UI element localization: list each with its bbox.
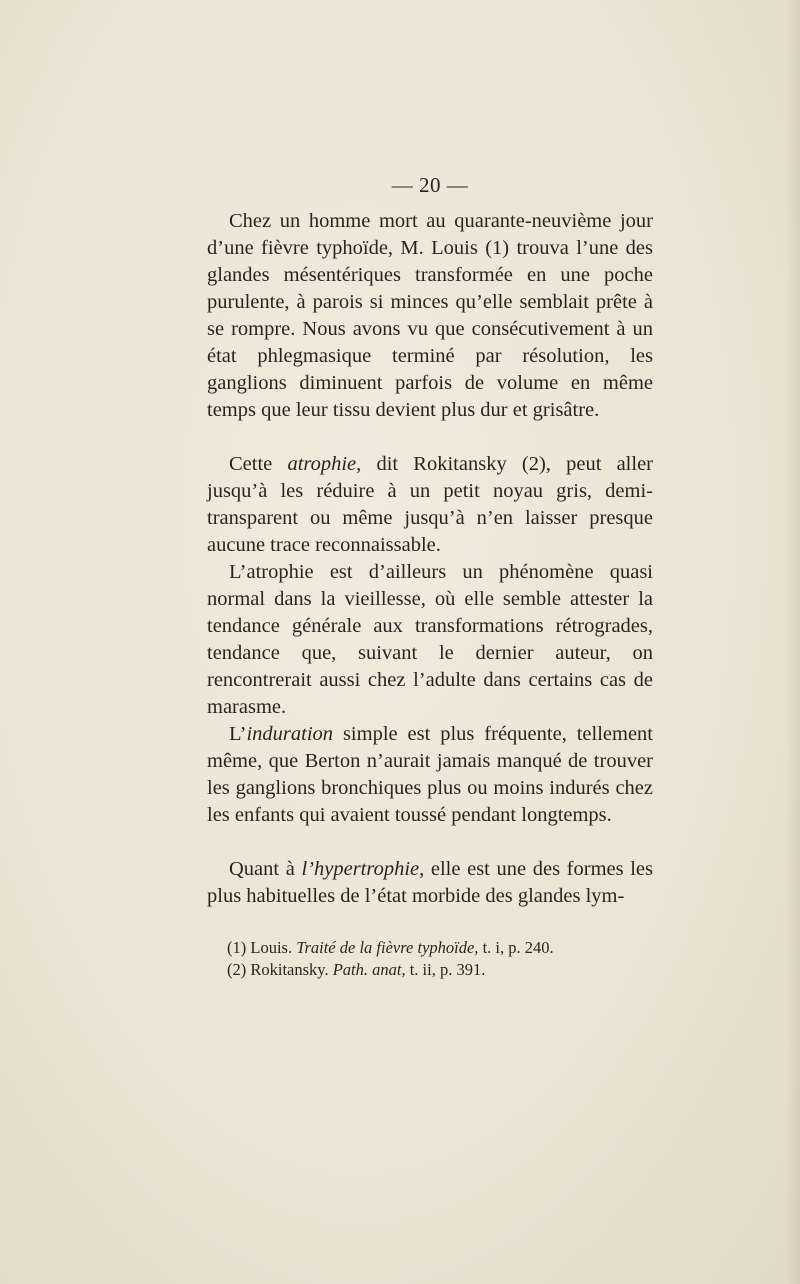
text-block [207,170,653,981]
footnote-text: (1) Louis. [227,938,297,957]
paragraph-1 [207,208,653,424]
paragraph-text: Chez un homme mort au quarante-neuvième jour d’une fièvre typhoïde, M. Louis (1) trouva l’une des glandes mésentériques transformée en une poche purulente, à parois si minces qu’elle semblait prête à se rompre. Nous avons vu que consécutivement à un état phlegmasique terminé par résolution, les ganglions diminuent parfois de volume en même temps que leur tissu devient plus dur et grisâtre. [207,210,653,421]
footnote-title: Path. anat, [332,960,406,979]
italic-term: induration [246,723,334,745]
paragraph-text: Cette [229,453,288,475]
footnote-text: t. i, p. 240. [478,938,554,957]
paragraph-2 [207,451,653,559]
footnotes [207,937,653,981]
paragraph-text: simple est plus fréquente, tellement même, que Berton n’aurait jamais manqué de trouver les ganglions bronchiques plus ou moins indurés chez les enfants qui avaient toussé pendant longtemps. [207,723,653,826]
paragraph-text: , elle est une des formes les plus habituelles de l’état morbide des glandes lym- [207,858,654,907]
paragraph-gap [207,424,653,451]
footnote-text: t. ii, p. 391. [405,960,486,979]
italic-term: atrophie [287,453,357,475]
footnote-title: Traité de la fièvre typhoïde, [296,938,479,957]
footnote-1 [207,937,653,959]
paragraph-text: L’atrophie est d’ailleurs un phénomène quasi normal dans la vieillesse, où elle semble attester la tendance générale aux transformations rétrogrades, tendance que, suivant le dernier auteur, on rencontrerait aussi chez l’adulte dans certains cas de marasme. [207,561,653,718]
paragraph-gap [207,829,653,856]
paragraph-text: Quant à [229,858,302,880]
paragraph-5 [207,856,653,910]
italic-term: l’hypertrophie [301,858,420,880]
page-number: — 20 — [391,173,469,197]
paragraph-3 [207,559,653,721]
footnote-text: (2) Rokitansky. [227,960,333,979]
page-edge-shadow [786,0,800,1284]
footnote-2 [207,959,653,981]
paragraph-text: L’ [229,723,247,745]
paragraph-4 [207,721,653,829]
paragraph-text: , dit Rokitansky (2), peut aller jusqu’à les réduire à un petit noyau gris, demi-transparent ou même jusqu’à n’en laisser presque aucune trace reconnaissable. [207,453,653,556]
